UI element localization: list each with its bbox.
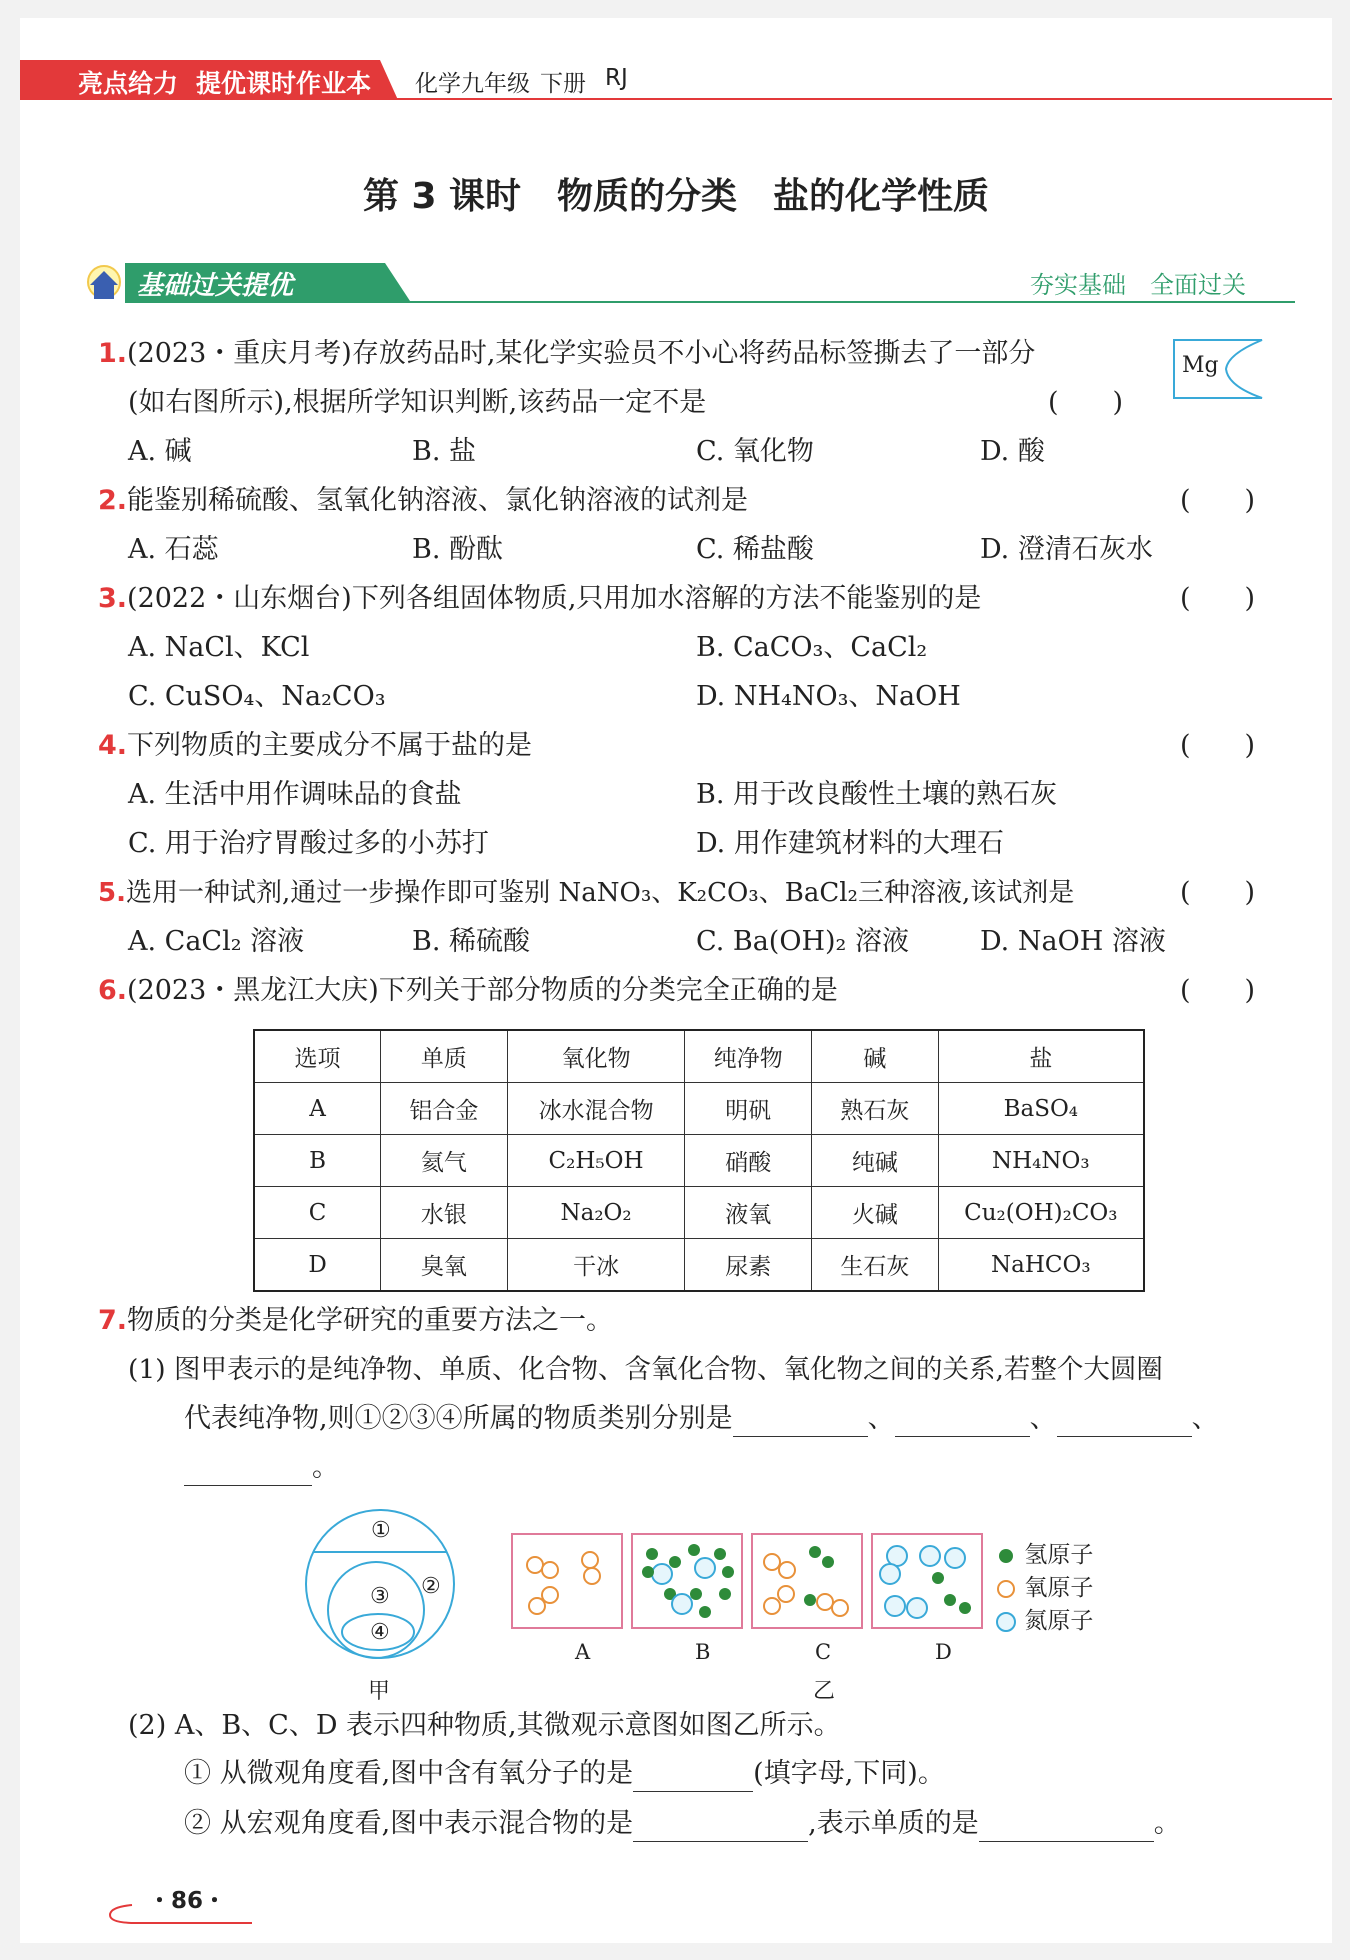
question-6	[98, 973, 838, 1009]
box-label-d: D	[935, 1640, 952, 1664]
q7-part2-sub2	[184, 1806, 1181, 1842]
oxygen-atom-icon	[995, 1578, 1017, 1600]
option-a: A. 生活中用作调味品的食盐	[128, 779, 462, 810]
table-header: 选项	[254, 1030, 381, 1083]
q7-part2-sub1	[184, 1756, 945, 1792]
legend-label: 氧原子	[1024, 1575, 1094, 1601]
table-header: 纯净物	[685, 1030, 812, 1083]
option-b: B. CaCO₃、CaCl₂	[696, 632, 928, 663]
table-cell: NH₄NO₃	[938, 1135, 1144, 1187]
table-cell: D	[254, 1239, 381, 1292]
label-text: Mg	[1182, 353, 1219, 378]
separator: 、	[867, 1403, 895, 1434]
page-number: ・86・	[148, 1888, 227, 1914]
legend-nitrogen	[995, 1602, 1093, 1635]
option-c: C. 稀盐酸	[696, 534, 814, 565]
question-number: 1.	[98, 338, 128, 369]
period: 。	[1153, 1808, 1181, 1839]
header-subject: 化学九年级	[415, 71, 530, 97]
option-a: A. 石蕊	[128, 534, 219, 565]
option-b: B. 稀硫酸	[412, 926, 531, 957]
answer-blank-3[interactable]	[1057, 1406, 1192, 1437]
table-cell: 火碱	[812, 1187, 939, 1239]
venn-label-1: ①	[371, 1518, 391, 1543]
option-d: D. 用作建筑材料的大理石	[696, 828, 1004, 859]
box-label-a: A	[575, 1640, 591, 1664]
table-cell: 明矾	[685, 1083, 812, 1135]
q7-part1-text: 代表纯净物,则①②③④所属的物质类别分别是	[184, 1403, 733, 1434]
option-b: B. 盐	[412, 436, 477, 467]
table-cell: 臭氧	[381, 1239, 508, 1292]
question-7	[98, 1303, 613, 1339]
q7-part1-line3	[184, 1450, 339, 1486]
q7-part2-sub1-note: (填字母,下同)。	[753, 1758, 945, 1789]
question-number: 4.	[98, 730, 128, 761]
nitrogen-atom-icon	[995, 1611, 1017, 1633]
table-header: 氧化物	[507, 1030, 685, 1083]
question-text: (2022・山东烟台)下列各组固体物质,只用加水溶解的方法不能鉴别的是	[127, 583, 982, 614]
table-header: 单质	[381, 1030, 508, 1083]
section-badge: 基础过关提优	[137, 271, 294, 301]
q7-part2-sub1-text: ① 从微观角度看,图中含有氧分子的是	[184, 1758, 634, 1789]
classification-table	[253, 1029, 1145, 1292]
question-text: 能鉴别稀硫酸、氢氧化钠溶液、氯化钠溶液的试剂是	[127, 485, 749, 516]
legend-oxygen	[995, 1569, 1093, 1602]
section-slogan: 夯实基础 全面过关	[1030, 271, 1246, 299]
answer-paren: ( )	[1180, 583, 1256, 614]
table-cell: 尿素	[685, 1239, 812, 1292]
option-a: A. NaCl、KCl	[128, 632, 310, 663]
box-label-b: B	[695, 1640, 711, 1664]
option-b: B. 用于改良酸性土壤的熟石灰	[696, 779, 1058, 810]
workbook-page	[20, 18, 1332, 1943]
table-cell: A	[254, 1083, 381, 1135]
q7-part2-sub2-text: ② 从宏观角度看,图中表示混合物的是	[184, 1808, 634, 1839]
option-d: D. 酸	[980, 436, 1045, 467]
q7-part1-line2	[184, 1401, 1219, 1437]
question-text: 物质的分类是化学研究的重要方法之一。	[127, 1305, 614, 1336]
option-a: A. CaCl₂ 溶液	[128, 926, 305, 957]
period: 。	[312, 1452, 339, 1483]
question-text: (2023・黑龙江大庆)下列关于部分物质的分类完全正确的是	[127, 975, 838, 1006]
table-header-row	[254, 1030, 1144, 1083]
question-text: (2023・重庆月考)存放药品时,某化学实验员不小心将药品标签撕去了一部分	[127, 338, 1036, 369]
question-1	[98, 336, 1035, 372]
table-row	[254, 1239, 1144, 1292]
answer-paren: ( )	[1048, 387, 1124, 418]
answer-blank-7[interactable]	[979, 1811, 1154, 1842]
question-3	[98, 581, 981, 617]
table-cell: 生石灰	[812, 1239, 939, 1292]
separator: 、	[1191, 1403, 1219, 1434]
answer-paren: ( )	[1180, 485, 1256, 516]
series-name: 提优课时作业本	[196, 69, 372, 98]
question-4	[98, 728, 532, 764]
q7-part2-sub2-mid: ,表示单质的是	[808, 1808, 979, 1839]
answer-blank-4[interactable]	[184, 1455, 312, 1486]
option-c: C. CuSO₄、Na₂CO₃	[128, 681, 386, 712]
venn-label-2: ②	[421, 1574, 441, 1599]
question-number: 7.	[98, 1305, 128, 1336]
table-cell: Na₂O₂	[507, 1187, 685, 1239]
lesson-title: 第 3 课时 物质的分类 盐的化学性质	[362, 176, 990, 217]
table-cell: NaHCO₃	[938, 1239, 1144, 1292]
venn-label-3: ③	[370, 1584, 390, 1609]
box-label-c: C	[815, 1640, 832, 1664]
box-b	[632, 1534, 742, 1628]
table-row	[254, 1187, 1144, 1239]
answer-paren: ( )	[1180, 877, 1256, 908]
question-number: 2.	[98, 485, 128, 516]
answer-blank-6[interactable]	[633, 1811, 808, 1842]
table-header: 盐	[938, 1030, 1144, 1083]
header-volume: 下册	[540, 71, 586, 97]
answer-blank-2[interactable]	[895, 1406, 1030, 1437]
legend-label: 氢原子	[1024, 1542, 1094, 1568]
table-cell: 液氧	[685, 1187, 812, 1239]
table-cell: C	[254, 1187, 381, 1239]
option-d: D. NaOH 溶液	[980, 926, 1166, 957]
legend-label: 氮原子	[1024, 1608, 1094, 1634]
table-cell: 干冰	[507, 1239, 685, 1292]
question-number: 3.	[98, 583, 128, 614]
table-row	[254, 1083, 1144, 1135]
question-number: 6.	[98, 975, 128, 1006]
particle-diagram	[510, 1532, 1010, 1632]
question-number: 5.	[98, 878, 126, 908]
figure-label-yi: 乙	[813, 1679, 836, 1704]
q7-part2: (2) A、B、C、D 表示四种物质,其微观示意图如图乙所示。	[128, 1710, 841, 1741]
venn-label-4: ④	[370, 1620, 390, 1645]
table-cell: 铝合金	[381, 1083, 508, 1135]
table-cell: 纯碱	[812, 1135, 939, 1187]
table-cell: 氦气	[381, 1135, 508, 1187]
table-cell: 冰水混合物	[507, 1083, 685, 1135]
table-cell: 硝酸	[685, 1135, 812, 1187]
figure-label-jia: 甲	[368, 1679, 391, 1704]
hydrogen-atom-icon	[995, 1545, 1017, 1567]
table-cell: C₂H₅OH	[507, 1135, 685, 1187]
table-row	[254, 1135, 1144, 1187]
answer-paren: ( )	[1180, 730, 1256, 761]
option-c: C. 氧化物	[696, 436, 814, 467]
option-c: C. 用于治疗胃酸过多的小苏打	[128, 828, 489, 859]
q7-part1-line1: (1) 图甲表示的是纯净物、单质、化合物、含氧化合物、氧化物之间的关系,若整个大圆圈	[128, 1354, 1163, 1385]
brand-name: 亮点给力	[78, 69, 179, 98]
box-c	[752, 1534, 862, 1628]
separator: 、	[1029, 1403, 1057, 1434]
question-1-line2: (如右图所示),根据所学知识判断,该药品一定不是	[128, 387, 707, 418]
table-header: 碱	[812, 1030, 939, 1083]
table-cell: B	[254, 1135, 381, 1187]
answer-blank-5[interactable]	[633, 1761, 753, 1792]
option-d: D. NH₄NO₃、NaOH	[696, 681, 961, 712]
question-2	[98, 483, 748, 519]
box-d	[872, 1534, 982, 1628]
table-cell: Cu₂(OH)₂CO₃	[938, 1187, 1144, 1239]
table-cell: 水银	[381, 1187, 508, 1239]
answer-paren: ( )	[1180, 975, 1256, 1006]
answer-blank-1[interactable]	[733, 1406, 868, 1437]
question-text: 选用一种试剂,通过一步操作即可鉴别 NaNO₃、K₂CO₃、BaCl₂三种溶液,该试剂是	[125, 878, 1075, 908]
question-text: 下列物质的主要成分不属于盐的是	[127, 730, 533, 761]
table-cell: BaSO₄	[938, 1083, 1144, 1135]
option-b: B. 酚酞	[412, 534, 504, 565]
option-a: A. 碱	[128, 436, 192, 467]
question-5	[98, 875, 1074, 911]
option-d: D. 澄清石灰水	[980, 534, 1153, 565]
table-cell: 熟石灰	[812, 1083, 939, 1135]
option-c: C. Ba(OH)₂ 溶液	[696, 926, 909, 957]
header-edition: RJ	[605, 65, 628, 91]
box-a	[512, 1534, 622, 1628]
legend-hydrogen	[995, 1536, 1093, 1569]
